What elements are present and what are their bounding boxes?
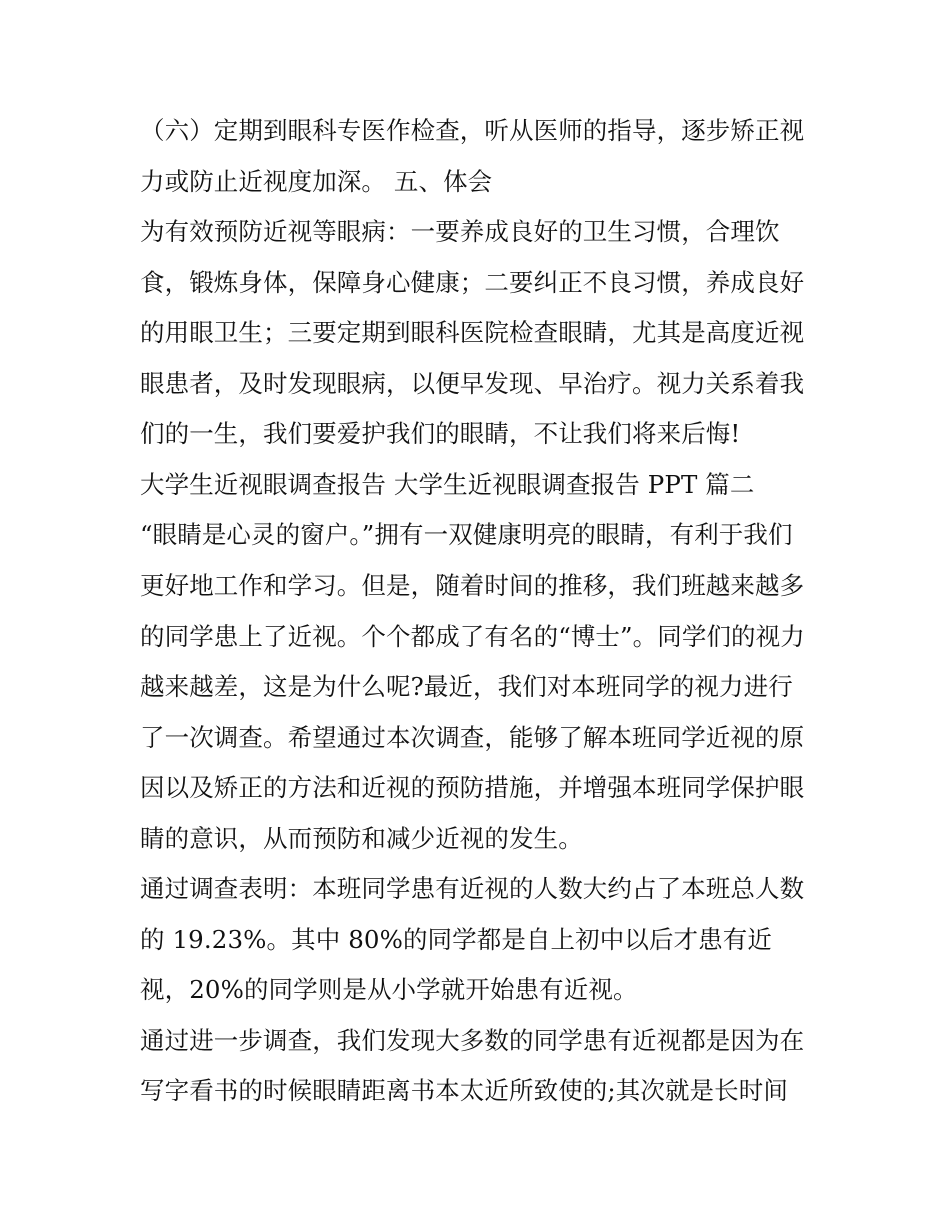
text-line: 的同学患上了近视。个个都成了有名的“博士”。同学们的视力 <box>140 622 805 651</box>
text-line: 力或防止近视度加深。 五、体会 <box>140 167 493 196</box>
text-line: 的 19.23%。其中 80%的同学都是自上初中以后才患有近 <box>140 925 772 954</box>
text-line: 眼患者，及时发现眼病，以便早发现、早治疗。视力关系着我 <box>140 369 805 398</box>
section-heading: 大学生近视眼调查报告 大学生近视眼调查报告 PPT 篇二 <box>140 470 755 499</box>
text-line: 了一次调查。希望通过本次调查，能够了解本班同学近视的原 <box>140 723 805 752</box>
text-line: 食，锻炼身体，保障身心健康；二要纠正不良习惯，养成良好 <box>140 268 805 297</box>
text-line: 更好地工作和学习。但是，随着时间的推移，我们班越来越多 <box>140 571 805 600</box>
text-line: 们的一生，我们要爱护我们的眼睛，不让我们将来后悔! <box>140 419 741 448</box>
text-line: 因以及矫正的方法和近视的预防措施，并增强本班同学保护眼 <box>140 773 805 802</box>
text-line: （六）定期到眼科专医作检查，听从医师的指导，逐步矫正视 <box>140 116 805 145</box>
text-line: “眼睛是心灵的窗户。”拥有一双健康明亮的眼睛，有利于我们 <box>140 520 793 549</box>
text-line: 通过进一步调查，我们发现大多数的同学患有近视都是因为在 <box>140 1026 805 1055</box>
text-line: 的用眼卫生；三要定期到眼科医院检查眼睛，尤其是高度近视 <box>140 318 805 347</box>
text-line: 越来越差，这是为什么呢?最近，我们对本班同学的视力进行 <box>140 672 793 701</box>
text-line: 通过调查表明：本班同学患有近视的人数大约占了本班总人数 <box>140 874 805 903</box>
text-line: 视，20%的同学则是从小学就开始患有近视。 <box>140 975 638 1004</box>
text-line: 为有效预防近视等眼病：一要养成良好的卫生习惯，合理饮 <box>140 217 780 246</box>
text-line: 睛的意识，从而预防和减少近视的发生。 <box>140 824 583 853</box>
text-line: 写字看书的时候眼睛距离书本太近所致使的;其次就是长时间 <box>140 1076 788 1105</box>
